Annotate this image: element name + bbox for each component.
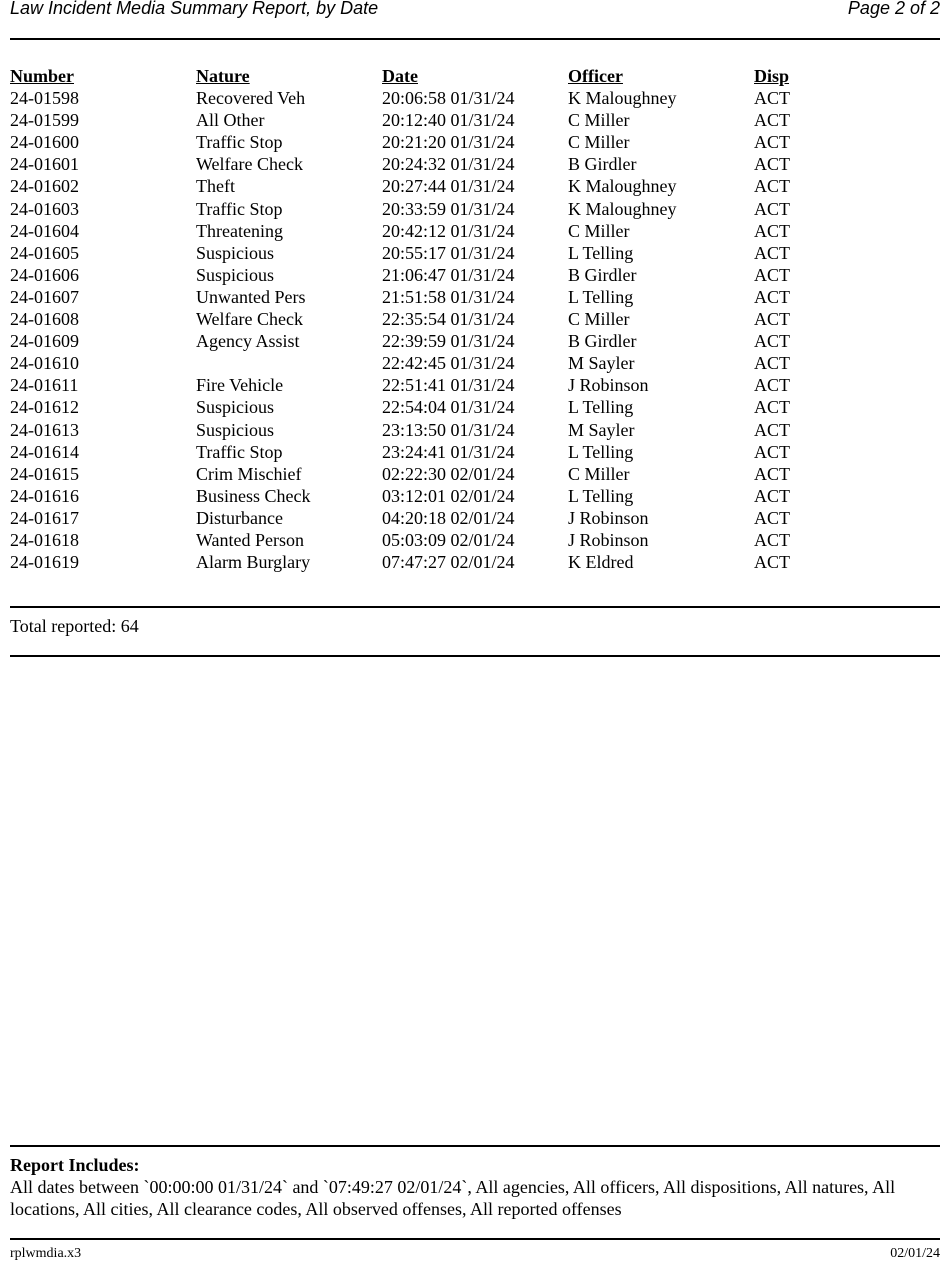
column-header-disp: Disp [754,66,790,86]
incident-disp: ACT [754,220,790,241]
incident-date: 23:24:41 01/31/24 [382,441,515,462]
incident-officer: B Girdler [568,154,637,175]
incident-officer: J Robinson [568,529,649,550]
incident-number: 24-01605 [10,242,79,263]
incident-nature [196,352,382,374]
report-includes-title: Report Includes: [10,1155,140,1175]
incident-officer: J Robinson [568,375,649,396]
incident-officer: K Eldred [568,552,634,573]
incident-number: 24-01611 [10,375,79,396]
incident-disp: ACT [754,463,790,484]
total-reported: Total reported: 64 [10,616,139,636]
incident-officer: C Miller [568,220,630,241]
incident-disp: ACT [754,154,790,175]
incident-number: 24-01619 [10,552,79,573]
incident-date: 21:51:58 01/31/24 [382,286,515,307]
incident-date: 22:35:54 01/31/24 [382,309,515,330]
table-bottom-divider [10,606,940,608]
incident-disp: ACT [754,176,790,197]
incident-nature: Alarm Burglary [196,552,311,573]
incident-nature: Agency Assist [196,331,300,352]
incident-officer: L Telling [568,397,634,418]
incident-nature: Crim Mischief [196,463,302,484]
incident-date: 21:06:47 01/31/24 [382,264,515,285]
incident-number: 24-01618 [10,529,79,550]
incident-nature: Theft [196,176,235,197]
table-row [10,441,940,463]
incident-nature: All Other [196,110,265,131]
incident-officer: B Girdler [568,331,637,352]
incident-number: 24-01613 [10,419,79,440]
incident-date: 03:12:01 02/01/24 [382,485,515,506]
incident-date: 20:21:20 01/31/24 [382,132,515,153]
incident-officer: L Telling [568,485,634,506]
table-row [10,419,940,441]
table-header-row [10,65,940,87]
table-row [10,308,940,330]
incident-disp: ACT [754,353,790,374]
incident-date: 20:27:44 01/31/24 [382,176,515,197]
incident-date: 07:47:27 02/01/24 [382,552,515,573]
incident-officer: M Sayler [568,419,635,440]
table-row [10,286,940,308]
incident-nature: Suspicious [196,397,275,418]
incident-date: 20:12:40 01/31/24 [382,110,515,131]
table-row [10,551,940,573]
incident-disp: ACT [754,419,790,440]
page-indicator: Page 2 of 2 [847,0,940,18]
incident-officer: K Maloughney [568,176,677,197]
incident-date: 20:33:59 01/31/24 [382,198,515,219]
incident-disp: ACT [754,309,790,330]
incident-nature: Traffic Stop [196,132,283,153]
table-row [10,330,940,352]
incident-date: 02:22:30 02/01/24 [382,463,515,484]
incident-officer: C Miller [568,463,630,484]
incident-date: 20:55:17 01/31/24 [382,242,515,263]
incident-number: 24-01617 [10,507,79,528]
incident-officer: C Miller [568,110,630,131]
incident-date: 20:24:32 01/31/24 [382,154,515,175]
incident-disp: ACT [754,375,790,396]
report-includes-text: All dates between `00:00:00 01/31/24` and `07:49:27 02/01/24`, All agencies, All officers, All dispositions, All natures, All locations, All cities, All clearance codes, All observed offenses, All reported offenses [10,1177,896,1219]
table-row [10,507,940,529]
incident-disp: ACT [754,441,790,462]
incident-number: 24-01609 [10,331,79,352]
incident-number: 24-01612 [10,397,79,418]
incident-nature: Unwanted Pers [196,286,306,307]
incident-officer: L Telling [568,242,634,263]
table-row [10,153,940,175]
incident-officer: M Sayler [568,353,635,374]
header-divider [10,38,940,40]
incident-disp: ACT [754,88,790,109]
incident-disp: ACT [754,132,790,153]
table-row [10,374,940,396]
table-row [10,198,940,220]
includes-divider [10,1145,940,1147]
table-row [10,175,940,197]
report-title: Law Incident Media Summary Report, by Date [10,0,379,18]
incident-nature: Wanted Person [196,529,305,550]
table-row [10,220,940,242]
incident-number: 24-01608 [10,309,79,330]
incident-number: 24-01610 [10,353,79,374]
table-row [10,352,940,374]
incident-disp: ACT [754,397,790,418]
incident-number: 24-01601 [10,154,79,175]
incident-officer: C Miller [568,132,630,153]
incident-number: 24-01607 [10,286,79,307]
incident-date: 05:03:09 02/01/24 [382,529,515,550]
table-row [10,463,940,485]
incident-disp: ACT [754,485,790,506]
incident-disp: ACT [754,264,790,285]
incident-number: 24-01616 [10,485,79,506]
incident-nature: Traffic Stop [196,441,283,462]
incident-number: 24-01606 [10,264,79,285]
incident-number: 24-01603 [10,198,79,219]
incident-disp: ACT [754,286,790,307]
incident-officer: B Girdler [568,264,637,285]
incident-date: 22:54:04 01/31/24 [382,397,515,418]
table-row [10,87,940,109]
incident-officer: J Robinson [568,507,649,528]
incident-officer: C Miller [568,309,630,330]
column-header-number: Number [10,66,74,86]
incident-number: 24-01602 [10,176,79,197]
footer-report-code: rplwmdia.x3 [10,1246,82,1261]
footer-date: 02/01/24 [890,1246,940,1261]
incident-date: 20:06:58 01/31/24 [382,88,515,109]
incident-nature: Threatening [196,220,283,241]
incident-nature: Traffic Stop [196,198,283,219]
table-row [10,242,940,264]
table-row [10,264,940,286]
incident-number: 24-01599 [10,110,79,131]
incident-nature: Suspicious [196,264,275,285]
incident-nature: Welfare Check [196,309,303,330]
incident-nature: Business Check [196,485,311,506]
incident-disp: ACT [754,529,790,550]
incident-officer: K Maloughney [568,88,677,109]
incident-date: 04:20:18 02/01/24 [382,507,515,528]
table-row [10,131,940,153]
incident-number: 24-01615 [10,463,79,484]
incident-nature: Disturbance [196,507,283,528]
incident-officer: K Maloughney [568,198,677,219]
incident-date: 22:39:59 01/31/24 [382,331,515,352]
incident-date: 20:42:12 01/31/24 [382,220,515,241]
incident-disp: ACT [754,242,790,263]
incident-nature: Welfare Check [196,154,303,175]
incident-disp: ACT [754,198,790,219]
incident-nature: Suspicious [196,419,275,440]
incident-officer: L Telling [568,441,634,462]
incident-number: 24-01600 [10,132,79,153]
table-row [10,529,940,551]
column-header-nature: Nature [196,66,250,86]
summary-divider [10,655,940,657]
incident-disp: ACT [754,507,790,528]
incident-nature: Recovered Veh [196,88,306,109]
incident-disp: ACT [754,552,790,573]
incident-table [10,65,940,573]
incident-number: 24-01598 [10,88,79,109]
table-body [10,87,940,573]
incident-date: 22:42:45 01/31/24 [382,353,515,374]
incident-number: 24-01604 [10,220,79,241]
column-header-officer: Officer [568,66,623,86]
incident-date: 22:51:41 01/31/24 [382,375,515,396]
incident-officer: L Telling [568,286,634,307]
incident-number: 24-01614 [10,441,79,462]
incident-nature: Suspicious [196,242,275,263]
table-row [10,109,940,131]
incident-disp: ACT [754,331,790,352]
footer-divider [10,1238,940,1240]
incident-date: 23:13:50 01/31/24 [382,419,515,440]
incident-disp: ACT [754,110,790,131]
table-row [10,396,940,418]
column-header-date: Date [382,66,418,86]
table-row [10,485,940,507]
incident-nature: Fire Vehicle [196,375,284,396]
